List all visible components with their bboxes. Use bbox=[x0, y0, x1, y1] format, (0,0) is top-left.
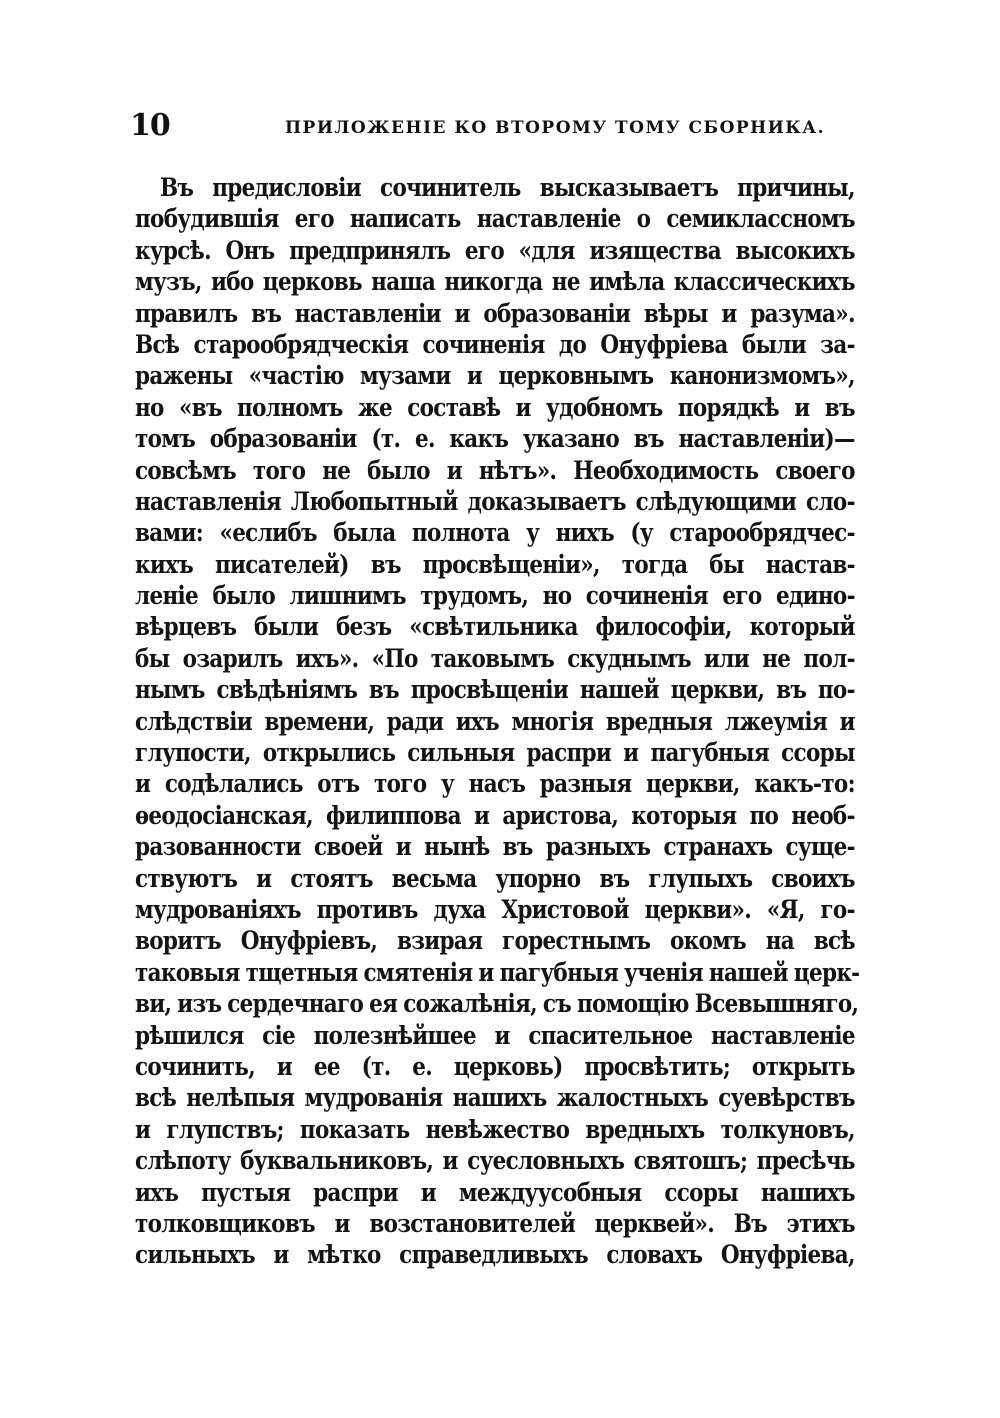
text-line: рѣшился сіе полезнѣйшее и спасительное наставленіе bbox=[135, 1020, 855, 1050]
text-line: вѣрцевъ были безъ «свѣтильника философіи, который bbox=[135, 612, 855, 642]
text-line: наставленія Любопытный доказываетъ слѣдующими сло- bbox=[135, 486, 855, 516]
running-title: ПРИЛОЖЕНІЕ КО ВТОРОМУ ТОМУ СБОРНИКА. bbox=[285, 118, 826, 138]
text-line: нымъ свѣдѣніямъ въ просвѣщеніи нашей церкви, въ по- bbox=[135, 675, 855, 705]
text-line: мудрованіяхъ противъ духа Христовой церкви». «Я, го- bbox=[135, 894, 855, 924]
body-text bbox=[135, 172, 860, 1271]
text-line: воритъ Онуфріевъ, взирая горестнымъ окомъ на всѣ bbox=[135, 926, 855, 956]
page-number: 10 bbox=[130, 108, 170, 143]
page-header bbox=[130, 108, 860, 148]
text-line: бы озарилъ ихъ». «По таковымъ скуднымъ или не пол- bbox=[135, 643, 855, 673]
text-line: ихъ пустыя распри и междуусобныя ссоры нашихъ bbox=[135, 1177, 855, 1207]
text-line: разованности своей и нынѣ въ разныхъ странахъ суще- bbox=[135, 832, 855, 862]
text-line: слѣдствіи времени, ради ихъ многія вредныя лжеумія и bbox=[135, 706, 855, 736]
text-line: курсѣ. Онъ предпринялъ его «для изящества высокихъ bbox=[135, 235, 855, 265]
text-line: всѣ нелѣпыя мудрованія нашихъ жалостныхъ суевѣрствъ bbox=[135, 1083, 855, 1113]
text-line: но «въ полномъ же составѣ и удобномъ порядкѣ и въ bbox=[135, 392, 855, 422]
text-line: таковыя тщетныя смятенія и пагубныя ученія нашей церк- bbox=[135, 957, 860, 987]
text-line: и содѣлались отъ того у насъ разныя церкви, какъ-то: bbox=[135, 769, 855, 799]
text-line: глупости, открылись сильныя распри и пагубныя ссоры bbox=[135, 738, 855, 768]
text-line: слѣпоту буквальниковъ, и суесловныхъ святошъ; пресѣчь bbox=[135, 1146, 855, 1176]
text-line: сильныхъ и мѣтко справедливыхъ словахъ Онуфріева, bbox=[135, 1240, 855, 1270]
text-line: кихъ писателей) въ просвѣщеніи», тогда бы настав- bbox=[135, 549, 855, 579]
text-line: музъ, ибо церковь наша никогда не имѣла классическихъ bbox=[135, 267, 855, 297]
text-line: леніе было лишнимъ трудомъ, но сочиненія его едино- bbox=[135, 581, 855, 611]
text-line: томъ образованіи (т. е. какъ указано въ наставленіи)— bbox=[135, 424, 855, 454]
text-line: Въ предисловіи сочинитель высказываетъ причины, bbox=[159, 173, 855, 202]
text-line: ви, изъ сердечнаго ея сожалѣнія, съ помощію Всевышняго, bbox=[135, 989, 859, 1019]
text-line: сочинить, и ее (т. е. церковь) просвѣтить; открыть bbox=[135, 1051, 855, 1081]
text-line: вами: «еслибъ была полнота у нихъ (у старообрядчес- bbox=[135, 518, 855, 548]
text-line: правилъ въ наставленіи и образованіи вѣры и разума». bbox=[135, 298, 855, 328]
text-line: и глупствъ; показать невѣжество вредныхъ толкуновъ, bbox=[135, 1114, 855, 1144]
text-line: ѳеодосіанская, филиппова и аристова, которыя по необ- bbox=[135, 800, 855, 830]
text-line: ражены «частію музами и церковнымъ канонизмомъ», bbox=[135, 361, 855, 391]
text-line: ствуютъ и стоятъ весьма упорно въ глупыхъ своихъ bbox=[135, 863, 855, 893]
text-line: совсѣмъ того не было и нѣтъ». Необходимость своего bbox=[135, 455, 855, 485]
text-line: Всѣ старообрядческія сочиненія до Онуфріева были за- bbox=[135, 329, 855, 359]
text-line: побудившія его написать наставленіе о семиклассномъ bbox=[135, 204, 855, 234]
text-line: толковщиковъ и возстановителей церквей». Въ этихъ bbox=[135, 1208, 855, 1238]
